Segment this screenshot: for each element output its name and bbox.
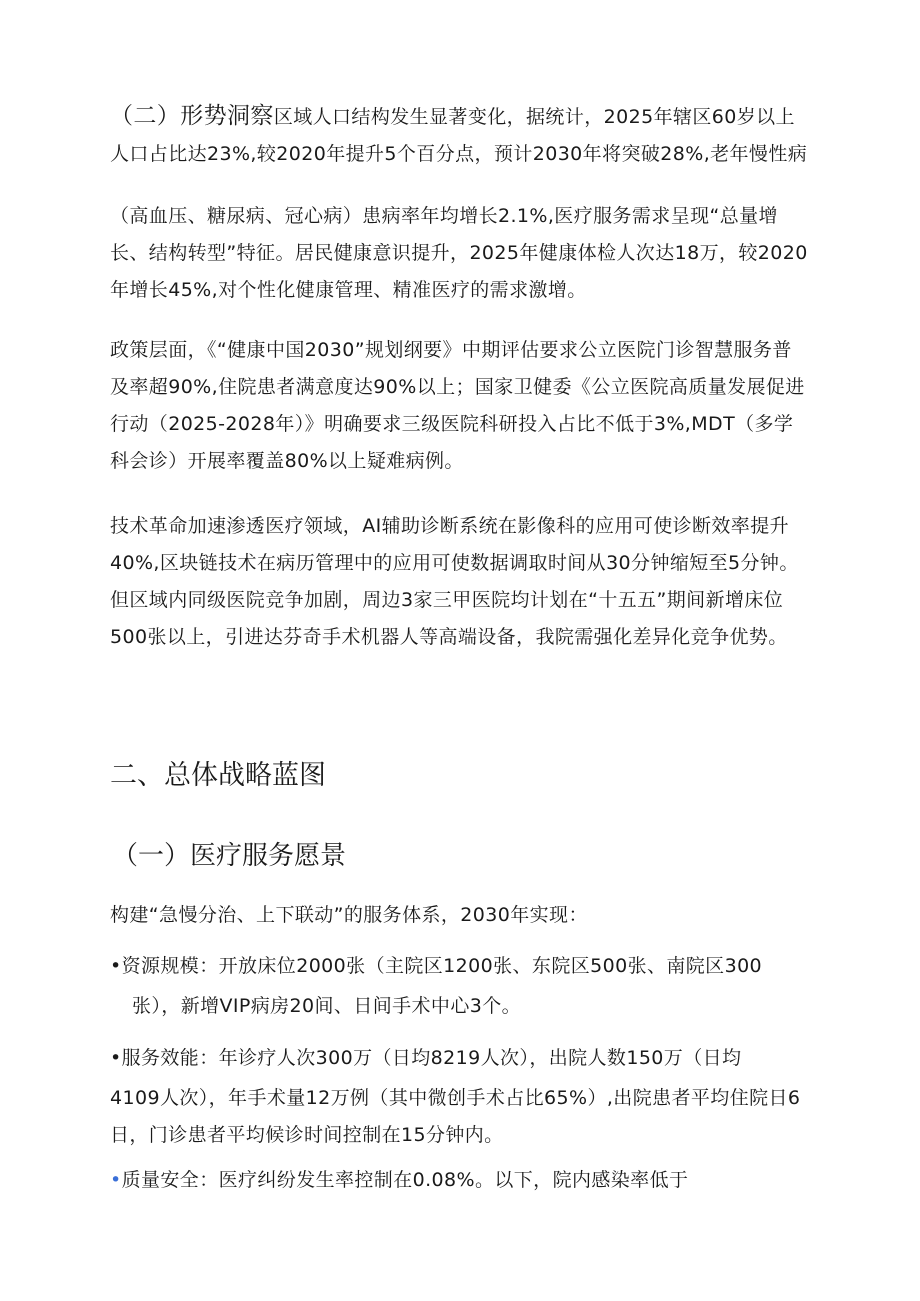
- bullet-resource-scale-cont: 张），新增VIP病房20间、日间手术中心3个。: [132, 995, 522, 1017]
- situation-paragraph-1b: （高血压、糖尿病、冠心病）患病率年均增长2.1%,医疗服务需求呈现“总量增长、结构转型”特征。居民健康意识提升，2025年健康体检人次达18万，较2020年增长45%,对个性化健康管理、精准医疗的需求激增。: [110, 205, 808, 301]
- bullet-service-efficiency: [110, 1040, 810, 1077]
- situation-paragraph-1a: [110, 98, 810, 173]
- bullet-service-efficiency-text: 服务效能：年诊疗人次300万（日均8219人次），出院人数150万（日均: [121, 1047, 742, 1069]
- bullet-resource-scale-text: 资源规模：开放床位2000张（主院区1200张、东院区500张、南院区300: [121, 955, 763, 977]
- chapter-two-title: 二、总体战略蓝图: [110, 760, 326, 791]
- technology-paragraph: 技术革命加速渗透医疗领域，AI辅助诊断系统在影像科的应用可使诊断效率提升40%,区块链技术在病历管理中的应用可使数据调取时间从30分钟缩短至5分钟。但区域内同级医院竞争加剧，周边3家三甲医院均计划在“十五五”期间新增床位500张以上，引进达芬奇手术机器人等高端设备，我院需强化差异化竞争优势。: [110, 515, 799, 648]
- bullet-quality-safety: [110, 1162, 810, 1199]
- bullet-dot: •: [110, 955, 122, 977]
- situation-paragraph-1a-text: 区域人口结构发生显著变化，据统计，2025年辖区60岁以上人口占比达23%,较2020年提升5个百分点，预计2030年将突破28%,老年慢性病: [110, 106, 808, 165]
- service-vision-intro: 构建“急慢分治、上下联动”的服务体系，2030年实现：: [110, 904, 588, 926]
- bullet-resource-scale: [110, 948, 810, 985]
- bullet-dot: •: [110, 1047, 122, 1069]
- policy-paragraph: 政策层面，《“健康中国2030”规划纲要》中期评估要求公立医院门诊智慧服务普及率超90%,住院患者满意度达90%以上；国家卫健委《公立医院高质量发展促进行动（2025-2028年）》明确要求三级医院科研投入占比不低于3%,MDT（多学科会诊）开展率覆盖80%以上疑难病例。: [110, 339, 805, 472]
- bullet-quality-safety-text: 质量安全：医疗纠纷发生率控制在0.08%。以下，院内感染率低于: [121, 1169, 689, 1191]
- bullet-dot: •: [110, 1169, 122, 1191]
- bullet-service-efficiency-cont: 4109人次），年手术量12万例（其中微创手术占比65%）,出院患者平均住院日6日，门诊患者平均候诊时间控制在15分钟内。: [110, 1087, 801, 1146]
- situation-lead-heading: （二）形势洞察: [110, 103, 274, 129]
- service-vision-title: （一）医疗服务愿景: [112, 841, 347, 871]
